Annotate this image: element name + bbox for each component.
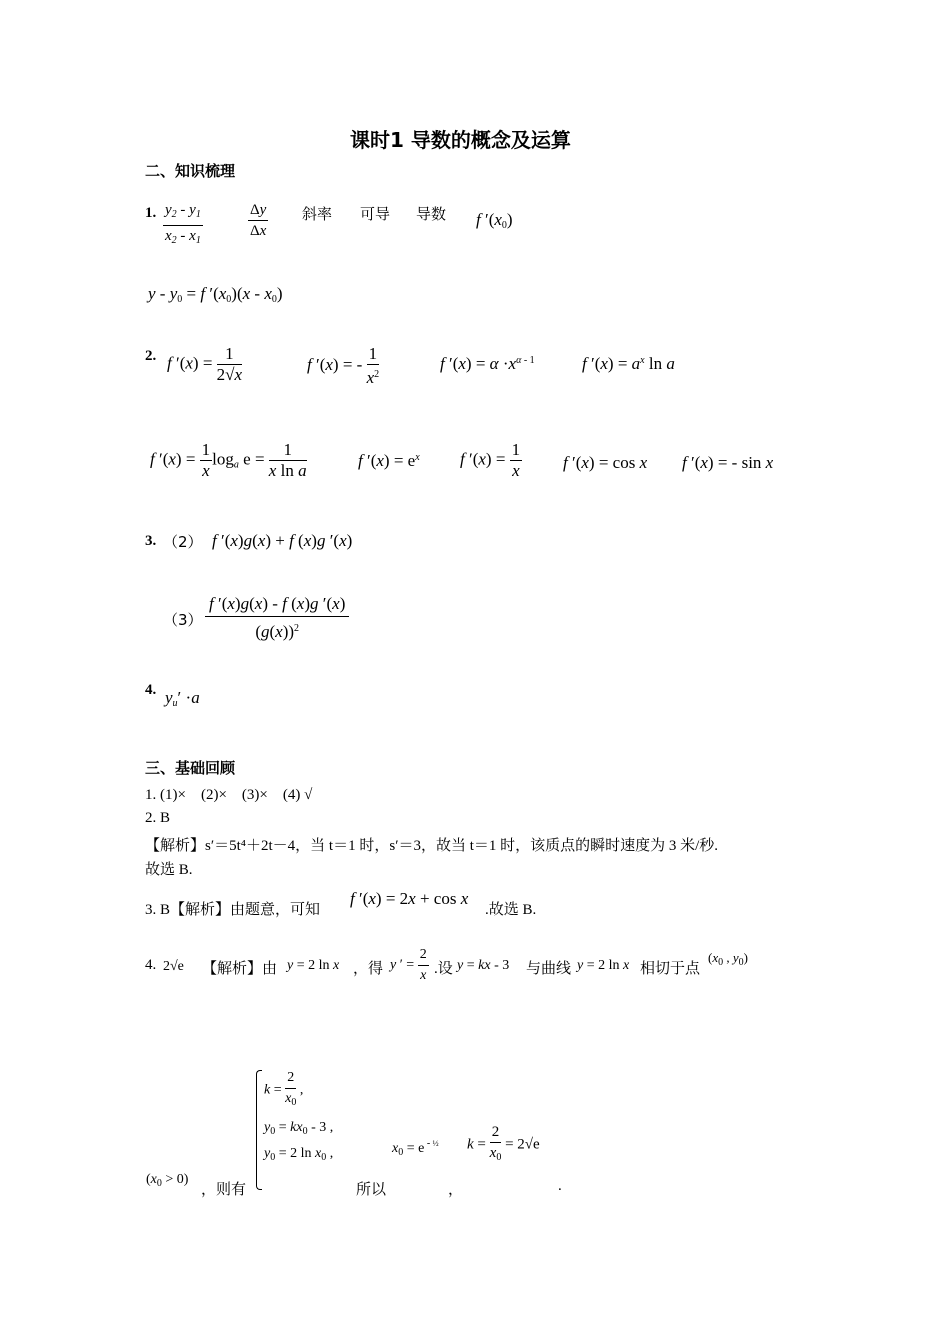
- answer-4-text-5: 相切于点: [640, 961, 701, 977]
- item-3-part-2: （2）: [163, 533, 203, 551]
- answer-4-period: .: [558, 1178, 562, 1194]
- answer-4-text-2: ，得: [353, 961, 384, 977]
- item-2-number: 2.: [145, 348, 157, 364]
- formula-line: y = kx - 3: [457, 958, 510, 973]
- formula-answer-value: 2√e: [163, 959, 184, 974]
- formula-ln-derivative: f ′(x) = $\frac{1}{x}$: [460, 440, 521, 480]
- formula-sqrt-derivative: f ′(x) = $\frac{1}{2√x}$: [167, 344, 243, 384]
- system-eq-3: $y_0 = 2$ $\ln x_0$ ,: [264, 1146, 334, 1163]
- system-brace: [256, 1070, 262, 1190]
- formula-ex-derivative: f $'(x) = e^x$: [358, 451, 420, 470]
- answer-4-then: ，则有: [201, 1182, 247, 1198]
- answer-4-so: 所以: [356, 1182, 387, 1198]
- word-slope: 斜率: [302, 205, 333, 223]
- system-eq-2: $y_0 = kx_0 - 3$ ,: [264, 1120, 334, 1137]
- formula-f-prime-x0: f $'(x_0)$: [476, 210, 513, 231]
- system-eq-1: k = $\frac{2}{x_0}$ ,: [264, 1070, 304, 1108]
- equation-system: [256, 1068, 366, 1190]
- answer-line-4: 故选 B.: [145, 862, 193, 878]
- formula-y-prime: y ′ = $\frac{2}{x}$: [390, 947, 427, 983]
- formula-curve-2: y = 2 ln x: [577, 958, 630, 973]
- formula-log-derivative: f ′(x) = $\frac{1}{x}$ $\log_a e$ = $\frac{1}{\text{x ln a}}$: [150, 440, 307, 480]
- formula-answer-3: f ′(x) = 2x + cos x: [350, 889, 469, 908]
- item-3-number: 3.: [145, 533, 157, 549]
- formula-cos-derivative: f ′(x) = - sin x: [682, 453, 774, 472]
- formula-tangent-point: ($x_0$ , $y_0$): [708, 950, 748, 968]
- item-1-number: 1.: [145, 205, 157, 221]
- answer-4-text-1: 【解析】由: [202, 961, 278, 977]
- formula-product-rule: f ′(x)g(x) + f (x)g ′(x): [212, 531, 353, 550]
- item-3-part-3: （3）: [163, 611, 203, 629]
- formula-reciprocal-derivative: f ′(x) = - $\frac{1}{x^2}$: [307, 344, 380, 387]
- word-differentiable: 可导: [360, 205, 391, 223]
- formula-x0-result: $x_0 = e$ $^{- \frac{1}{2}}$: [392, 1138, 439, 1158]
- section-heading-review: 三、基础回顾: [145, 759, 236, 777]
- answer-line-2: 2. B: [145, 810, 171, 826]
- answer-3-suffix: .故选 B.: [485, 902, 537, 918]
- answer-4-comma: ，: [448, 1182, 464, 1198]
- answer-line-1: 1. (1)× (2)× (3)× (4) √: [145, 787, 313, 803]
- page-title: 课时1 导数的概念及运算: [350, 128, 571, 152]
- answer-4-prefix: 4.: [145, 957, 157, 973]
- formula-k-result: k = $\frac{2}{x_0}$ = 2√e: [467, 1124, 540, 1163]
- formula-chain-rule: $y_u' \cdot a$: [165, 688, 200, 709]
- answer-line-3: 【解析】s′＝5t⁴＋2t－4，当 t＝1 时，s′＝3，故当 t＝1 时，该质点的瞬时速度为 3 米/秒.: [145, 838, 719, 854]
- formula-quotient-rule: $\frac{f '(x)g(x) - f (x)g '(x)}{(g(x))^2}$: [205, 594, 349, 642]
- formula-exponential-derivative: f $'(x) = a^x$ ln a: [582, 354, 675, 373]
- formula-power-derivative: f $'(x) = \alpha \cdot x^{\alpha - 1}$: [440, 354, 535, 373]
- formula-sin-derivative: f ′(x) = cos x: [563, 453, 648, 472]
- answer-3-prefix: 3. B【解析】由题意，可知: [145, 902, 321, 918]
- answer-4-text-4: 与曲线: [526, 961, 572, 977]
- formula-curve: y = 2 ln x: [287, 958, 340, 973]
- item-4-number: 4.: [145, 682, 157, 698]
- formula-delta-ratio: $\frac{\Delta y}{\Delta x}$: [250, 202, 267, 239]
- answer-4-text-3: .设: [434, 961, 453, 977]
- formula-slope-points: $\frac{y_2 - y_1}{x_2 - x_1}$: [165, 202, 201, 246]
- formula-condition: $(x_0 > 0)$: [146, 1172, 189, 1189]
- word-derivative: 导数: [416, 205, 447, 223]
- formula-tangent-line: $y - y_0 = f$ $'(x_0)(x - x_0)$: [148, 284, 283, 305]
- section-heading-knowledge: 二、知识梳理: [145, 162, 236, 180]
